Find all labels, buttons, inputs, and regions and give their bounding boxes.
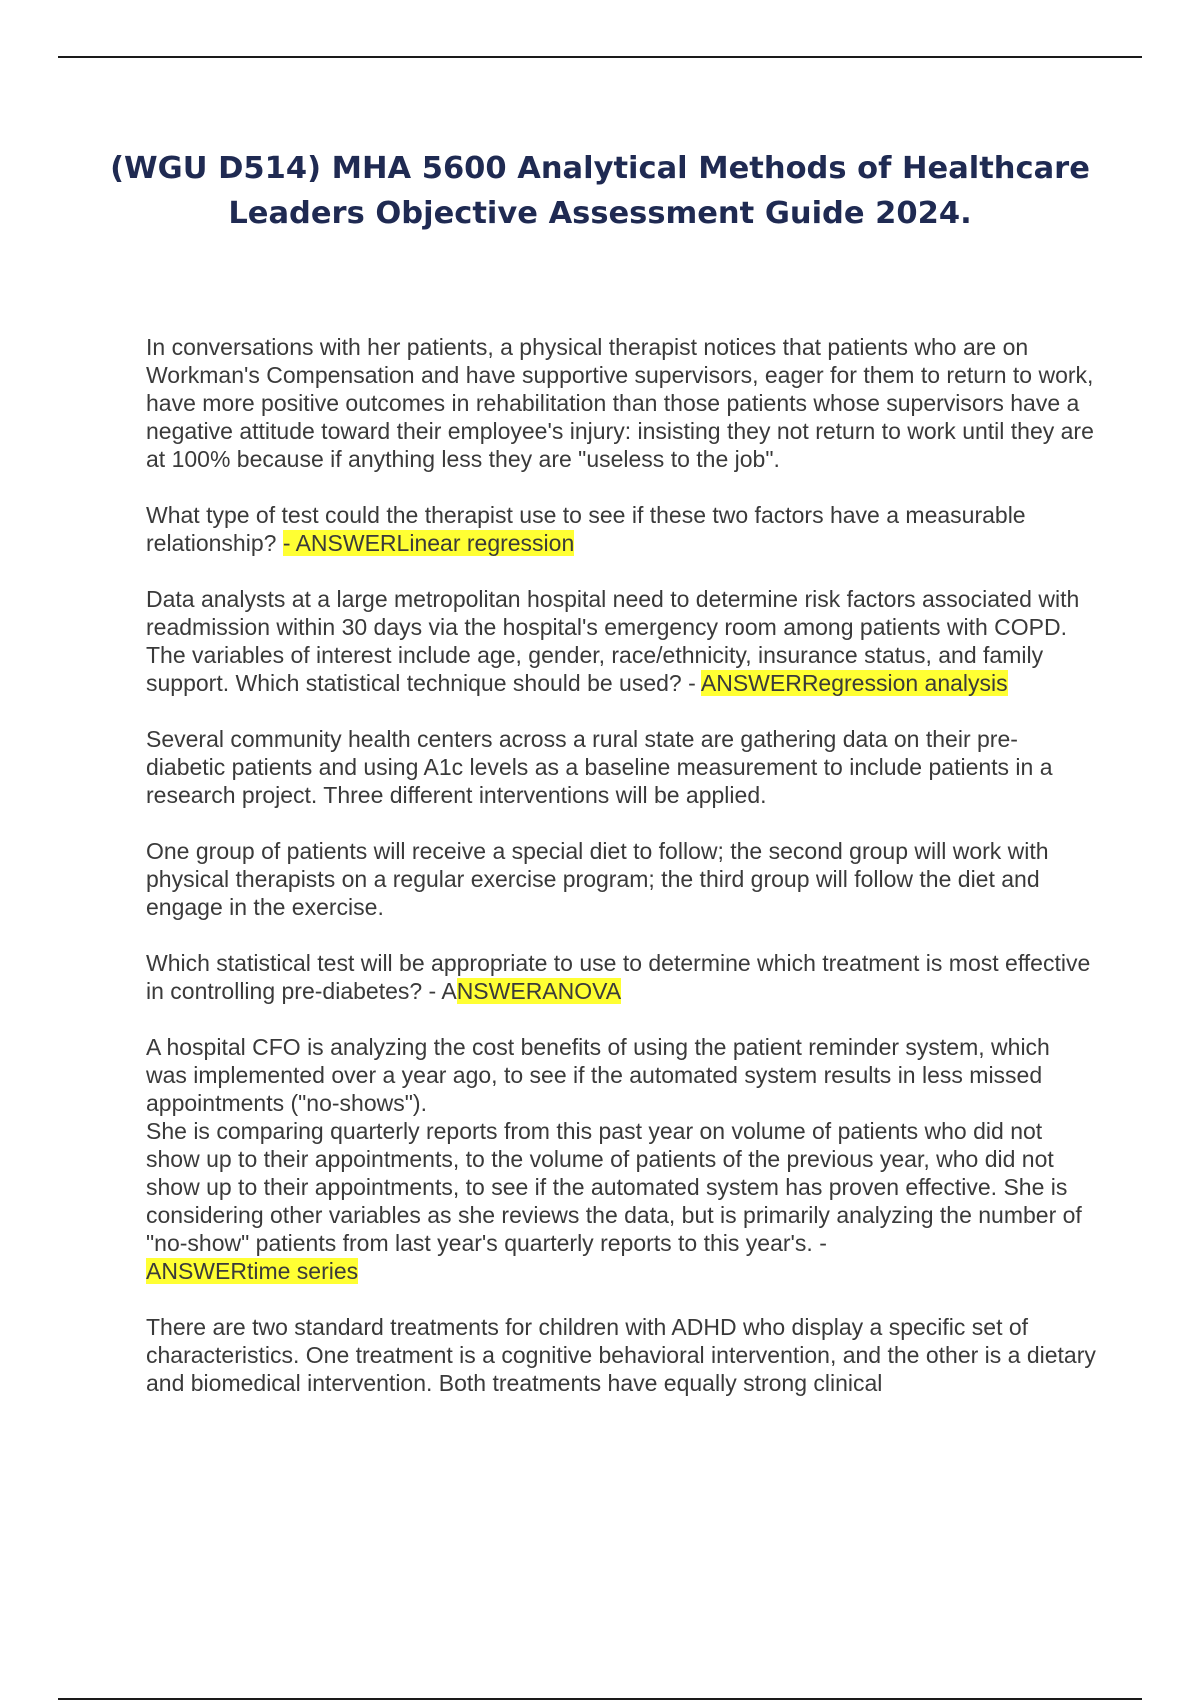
question-text: What type of test could the therapist use to see if these two factors have a measurable relationship? (146, 502, 1026, 556)
question-text: Which statistical test will be appropriate to use to determine which treatment is most effective in controlling pre-diabetes? - A (146, 950, 1091, 1004)
paragraph-9: There are two standard treatments for children with ADHD who display a specific set of characteristics. One treatment is a cognitive behavioral intervention, and the other is a dietary and biomedical intervention. Both treatments have equally strong clinical (146, 1314, 1096, 1396)
question-text: Data analysts at a large metropolitan hospital need to determine risk factors associated with readmission within 30 days via the hospital's emergency room among patients with COPD. The variables of interest include age, gender, race/ethnicity, insurance status, and family support. Which statistical technique should be used? - (146, 586, 1080, 696)
title-line-2: Leaders Objective Assessment Guide 2024. (228, 196, 972, 231)
highlighted-answer: ANSWERtime series (146, 1258, 359, 1284)
question-time-series (146, 1117, 1096, 1285)
highlighted-answer: ANSWERRegression analysis (700, 670, 1008, 696)
question-anova (146, 949, 1096, 1005)
paragraph-4: Several community health centers across a rural state are gathering data on their pre-diabetic patients and using A1c levels as a baseline measurement to include patients in a research project. Three different interventions will be applied. (146, 726, 1053, 808)
highlighted-answer: NSWERANOVA (456, 978, 622, 1004)
paragraph-5: One group of patients will receive a special diet to follow; the second group will work with physical therapists on a regular exercise program; the third group will follow the diet and engage in the exercise. (146, 838, 1049, 920)
question-text: She is comparing quarterly reports from this past year on volume of patients who did not show up to their appointments, to the volume of patients of the previous year, who did not show up to their appointments, to see if the automated system has proven effective. She is considering other variables as she reviews the data, but is primarily analyzing the number of "no-show" patients from last year's quarterly reports to this year's. - (146, 1118, 1082, 1256)
paragraph-1: In conversations with her patients, a physical therapist notices that patients who are on Workman's Compensation and have supportive supervisors, eager for them to return to work, have more positive outcomes in rehabilitation than those patients whose supervisors have a negative attitude toward their employee's injury: insisting they not return to work until they are at 100% because if anything less they are "useless to the job". (146, 334, 1094, 472)
document-body (146, 333, 1096, 1425)
document-title (100, 146, 1100, 236)
question-linear-regression (146, 501, 1096, 557)
highlighted-answer: - ANSWERLinear regression (282, 530, 575, 556)
question-regression-analysis (146, 585, 1096, 697)
title-line-1: (WGU D514) MHA 5600 Analytical Methods of Healthcare (110, 151, 1090, 186)
paragraph-7: A hospital CFO is analyzing the cost benefits of using the patient reminder system, which was implemented over a year ago, to see if the automated system results in less missed appointments ("no-shows"). (146, 1034, 1050, 1116)
top-rule (58, 56, 1142, 58)
